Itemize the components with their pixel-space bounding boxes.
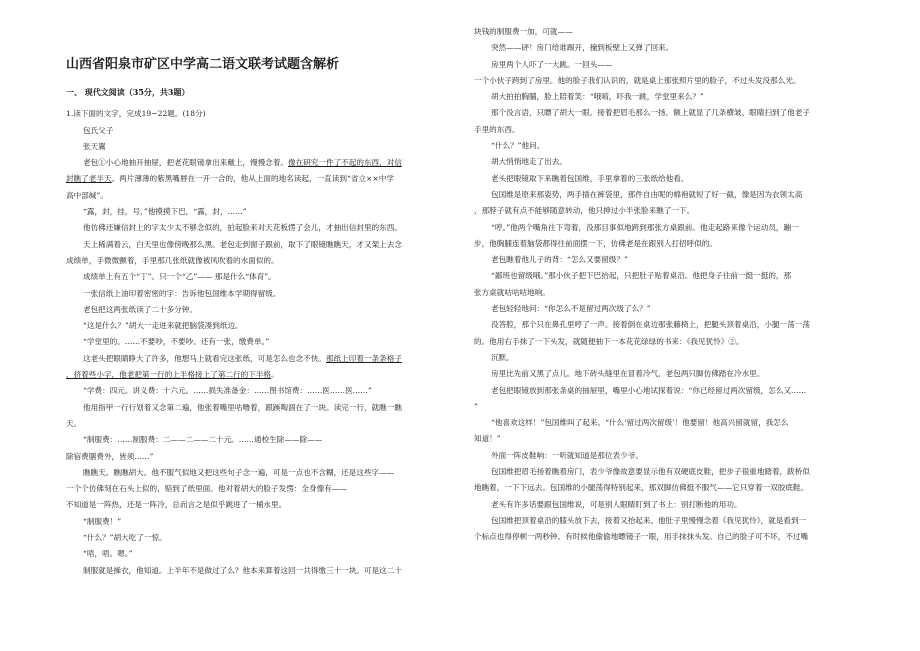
text-line xyxy=(474,317,856,333)
text-line xyxy=(66,253,446,269)
line-text: 包氏父子 xyxy=(83,125,114,135)
document-title: 山西省阳泉市矿区中学高二语文联考试题含解析 xyxy=(66,57,340,72)
text-line xyxy=(474,187,856,203)
line-text: 成绩单，手微微颤着，手里那几张纸就像被风吹着的水面似的。 xyxy=(66,255,279,265)
text-line xyxy=(66,514,446,530)
text-line xyxy=(474,220,856,236)
text-line xyxy=(66,416,446,432)
line-text: 包国维把顶着桌沿的膝头放下去，接着又抬起来。他肚子里慢慢念着《我见犹怜》，就是看到一 xyxy=(491,515,807,525)
line-text: 老包把眼镜放到那张条桌的抽屉里，嘴里小心地试探着说：“你已经留过两次留级，怎么又…… xyxy=(491,385,807,395)
text-line xyxy=(474,431,856,447)
text-line xyxy=(474,105,856,121)
line-text: “制服费：……制服费：二——二——二十元。……通校生除——除—— xyxy=(83,435,323,445)
line-text: 老包轻轻地问：“你怎么不是留过两次级了么？” xyxy=(491,304,651,314)
line-text: 外面一阵皮鞋响：一听就知道是那位表少爷。 xyxy=(491,450,643,460)
text-line xyxy=(66,351,446,367)
line-text: 一个小伙子跨到了房里。他的脸子我们认识的，就是桌上那张照片里的脸子，不过头发没那么光。 xyxy=(474,75,801,85)
line-text: 地瞧着，一下下远去。包国维的小腿荡得特别起来，那双脚仿佛挺不服气——它只穿着一双胶底鞋。 xyxy=(474,483,809,493)
text-line xyxy=(474,399,856,415)
line-text: 瞧瞧天。瞧瞧胡大。他不服气似地又把这些句子念一遍，可是一点也不含糊，还是这些字—— xyxy=(83,467,395,477)
line-text: 一张信纸上油印着密密的字：告诉他包国维本学期得留级。 xyxy=(83,288,281,298)
text-line xyxy=(66,546,446,562)
text-line xyxy=(66,383,446,399)
line-text-rest: 。两片薄薄的紫黑嘴唇在一开一合的，他从上面的地名读起，一直读到“省立××中学 xyxy=(111,174,394,184)
text-line xyxy=(66,139,446,155)
line-text: 的。他用右手抹了一下头发，就随便抽下一本花花绿绿的书来：《我见犹怜》②。 xyxy=(474,336,744,346)
line-text: 除宿费膳费外，皆须……” xyxy=(66,451,154,461)
line-text: 高中部缄”。 xyxy=(66,190,108,200)
underlined-text: ，挤着些小字，他老把第一行的上半格接上了第二行的下半格 xyxy=(66,370,272,380)
line-text: 步，他胸脯连着脑袋都得往前面摆一下，仿佛老是在跟别人打招呼似的。 xyxy=(474,238,717,248)
line-text: 老头有许多话要跟包国维说，可是别人眼睛盯到了书上：别打断他的用功。 xyxy=(491,499,742,509)
line-text: 天上稀满着云，白天里也像傍晚那么黑。老包走到窗子跟前，取下了眼镜瞧瞧天，才又架上去念 xyxy=(83,239,402,249)
text-line xyxy=(474,57,856,73)
line-text: 老包①小心地抽开抽屉，把老花眼镜拿出来戴上，慢慢念着。 xyxy=(83,158,289,168)
line-text: “这是什么？”胡大一走进来就把脑袋凑到纸边。 xyxy=(83,321,243,331)
text-line xyxy=(66,334,446,350)
line-text: “鄙班也留级哦。”那小伙子把下巴抬起，只把肚子贴着桌沿。他把身子往前一挺一挺的，那 xyxy=(491,271,792,281)
text-line xyxy=(474,203,856,219)
right-column xyxy=(474,24,856,546)
line-text: 没答腔，那个只在鼻孔里哼了一声。接着倒在桌边那张藤椅上，把腿头顶着桌沿，小腿一荡一荡 xyxy=(491,320,810,330)
line-text: “学堂里的。……不要吵，不要吵。还有一张，缴费单。” xyxy=(83,337,270,347)
line-text: 一个个仿佛刻在石头上似的，赔到了纸里面。他对着胡大的脸子发愣：全身像有—— xyxy=(66,484,347,494)
text-line xyxy=(66,530,446,546)
text-line xyxy=(474,138,856,154)
line-text: ” xyxy=(474,401,478,411)
text-line xyxy=(474,366,856,382)
line-text: “露，封，挂，号，”他摸摸下巴，“露，封，……” xyxy=(83,207,247,217)
line-text: 胡大拍拍胸脯，脸上陪着笑：“哦唷，吓我一跳，学堂里来么？” xyxy=(491,92,704,102)
underlined-text: 那纸上印着一条条格子 xyxy=(326,353,402,363)
text-line xyxy=(474,122,856,138)
text-line xyxy=(474,480,856,496)
line-text: 他用指甲一行行划着又念第二遍，他张着嘴里咕噜着，跟蹊啕涸在了一块。读完一行，就瞧一瞧 xyxy=(83,402,402,412)
text-line xyxy=(474,252,856,268)
line-text: 知道！” xyxy=(474,434,501,444)
text-line xyxy=(66,155,446,171)
line-text: 老头把眼镜取下来瞧着包国维，手里拿着的三张纸给他看。 xyxy=(491,173,689,183)
text-line xyxy=(474,513,856,529)
line-text: 这老头把眼睛睁大了许多，他想马上就看完这张纸，可是怎么也念不快。 xyxy=(83,353,326,363)
text-line xyxy=(66,563,446,579)
line-text: 个标点也得停顿一两秒钟。有时候他偷偷地瞟镜子一眼，用手抹抹头发。自己的脸子可不坏，不过嘴 xyxy=(474,532,809,542)
text-line xyxy=(66,123,446,139)
text-line xyxy=(66,432,446,448)
text-line xyxy=(474,529,856,545)
line-text: “哼。”他两个嘴角往下弯着，没那目事似地跨到那张方桌跟前。他走起路来像个运动员，蹦一 xyxy=(491,222,799,232)
text-line xyxy=(66,465,446,481)
line-text: 1.读下面的文字，完成19~22题。(18分) xyxy=(66,109,206,119)
line-text: “制服费！” xyxy=(83,516,122,526)
text-line xyxy=(474,154,856,170)
line-text: 胡大悄悄地走了出去。 xyxy=(491,157,567,167)
text-line xyxy=(474,40,856,56)
text-line xyxy=(66,188,446,204)
text-line xyxy=(66,400,446,416)
line-text: 块钱的制服费一加，可就—— xyxy=(474,27,573,36)
text-line xyxy=(66,367,446,383)
line-text: ，那脖子就有点不能够随意转动，他只抻过小半张脸来瞧了一下。 xyxy=(474,206,695,216)
text-line xyxy=(474,24,856,40)
line-text: 张方桌就咕咕咕地响。 xyxy=(474,287,550,297)
line-text-rest: 。 xyxy=(271,370,279,380)
text-line xyxy=(474,285,856,301)
text-line xyxy=(474,171,856,187)
line-text: 包国维把眉毛扬着瞧着房门，表少爷像故意要显示他有双硬底皮鞋，把步子很重地踏着，跋桥似 xyxy=(491,467,810,477)
text-line xyxy=(66,269,446,285)
text-line xyxy=(474,89,856,105)
line-text: 手里的东西。 xyxy=(474,124,520,134)
line-text: 沉默。 xyxy=(491,352,514,362)
left-column xyxy=(66,56,446,579)
line-text: “什么？”胡大吃了一惊。 xyxy=(83,533,167,543)
line-text: 天。 xyxy=(66,418,82,428)
line-text: “唔，唔。嗯。” xyxy=(83,549,133,559)
line-text: 那个没言语，只瞟了胡大一眼。接着把眉毛那么一扬，额上就显了几条横皱，眼睛扫到了他老子 xyxy=(491,108,810,118)
line-text: 房里比先前又黑了点儿。地下砖头缝里在冒着冷气，老包两只脚仿佛踏在冷水里。 xyxy=(491,369,765,379)
line-text: “学费：四元。讲义费：十六元。……损失准备金：……图书馆费：……医……医……” xyxy=(83,386,372,396)
text-line xyxy=(474,464,856,480)
text-line xyxy=(66,237,446,253)
line-text: 老包把这两张纸读了二十多分钟。 xyxy=(83,304,197,314)
text-line xyxy=(474,448,856,464)
text-line xyxy=(66,449,446,465)
line-text: 张天翼 xyxy=(83,141,106,151)
text-line xyxy=(66,481,446,497)
line-text: 老包瞧着他儿子的背：“怎么又要留级？” xyxy=(491,255,628,265)
text-line xyxy=(66,286,446,302)
text-line xyxy=(66,106,446,122)
line-text: 不知道是一阵热，还是一阵冷，总而言之是似乎跳进了一桶水里。 xyxy=(66,500,287,510)
text-line xyxy=(66,171,446,187)
text-line xyxy=(474,73,856,89)
text-line xyxy=(474,334,856,350)
text-line xyxy=(474,268,856,284)
text-line xyxy=(474,497,856,513)
underlined-text: 像在研究一件了不起的东西，对信 xyxy=(288,158,402,168)
text-line xyxy=(66,204,446,220)
line-text: “什么？”他问。 xyxy=(491,141,545,151)
text-line xyxy=(474,350,856,366)
text-line xyxy=(474,383,856,399)
line-text: 包国维是原来那姿势，两手插在裤袋里，那件自由呢的棉袍就短了好一截，像是因为衣领太高 xyxy=(491,189,803,199)
text-line xyxy=(474,236,856,252)
text-line xyxy=(66,318,446,334)
text-line xyxy=(66,497,446,513)
underlined-text: 封瞧了老半天 xyxy=(66,174,112,184)
line-text: 他仿佛还嫌信封上的字太少太不够念似的，拍起脸来对天花板愣了会儿，才抽出信封里的东西。 xyxy=(83,223,402,233)
line-text: 突然——砰！房门给谁踢开，撞到板壁上又弹了回来。 xyxy=(491,43,674,53)
text-line xyxy=(474,415,856,431)
line-text: 制服就是操衣，他知道。上半年不是做过了么？他本来算着这回一共得缴三十一块。可是这二十 xyxy=(83,565,402,575)
text-line xyxy=(66,302,446,318)
text-line xyxy=(474,301,856,317)
text-line xyxy=(66,220,446,236)
line-text: “他喜欢这样！”包国维叫了起来。“什么‘留过两次留级’！他要留！他高兴留就留，我怎么 xyxy=(491,418,789,428)
line-text: 房里两个人吓了一大跳。一回头—— xyxy=(491,59,613,69)
section-heading: 一、 现代文阅读（35分，共3题） xyxy=(66,87,190,97)
line-text: 成绩单上有五个“丁”。只一个“乙”—— 那是什么“体育”。 xyxy=(83,272,276,282)
